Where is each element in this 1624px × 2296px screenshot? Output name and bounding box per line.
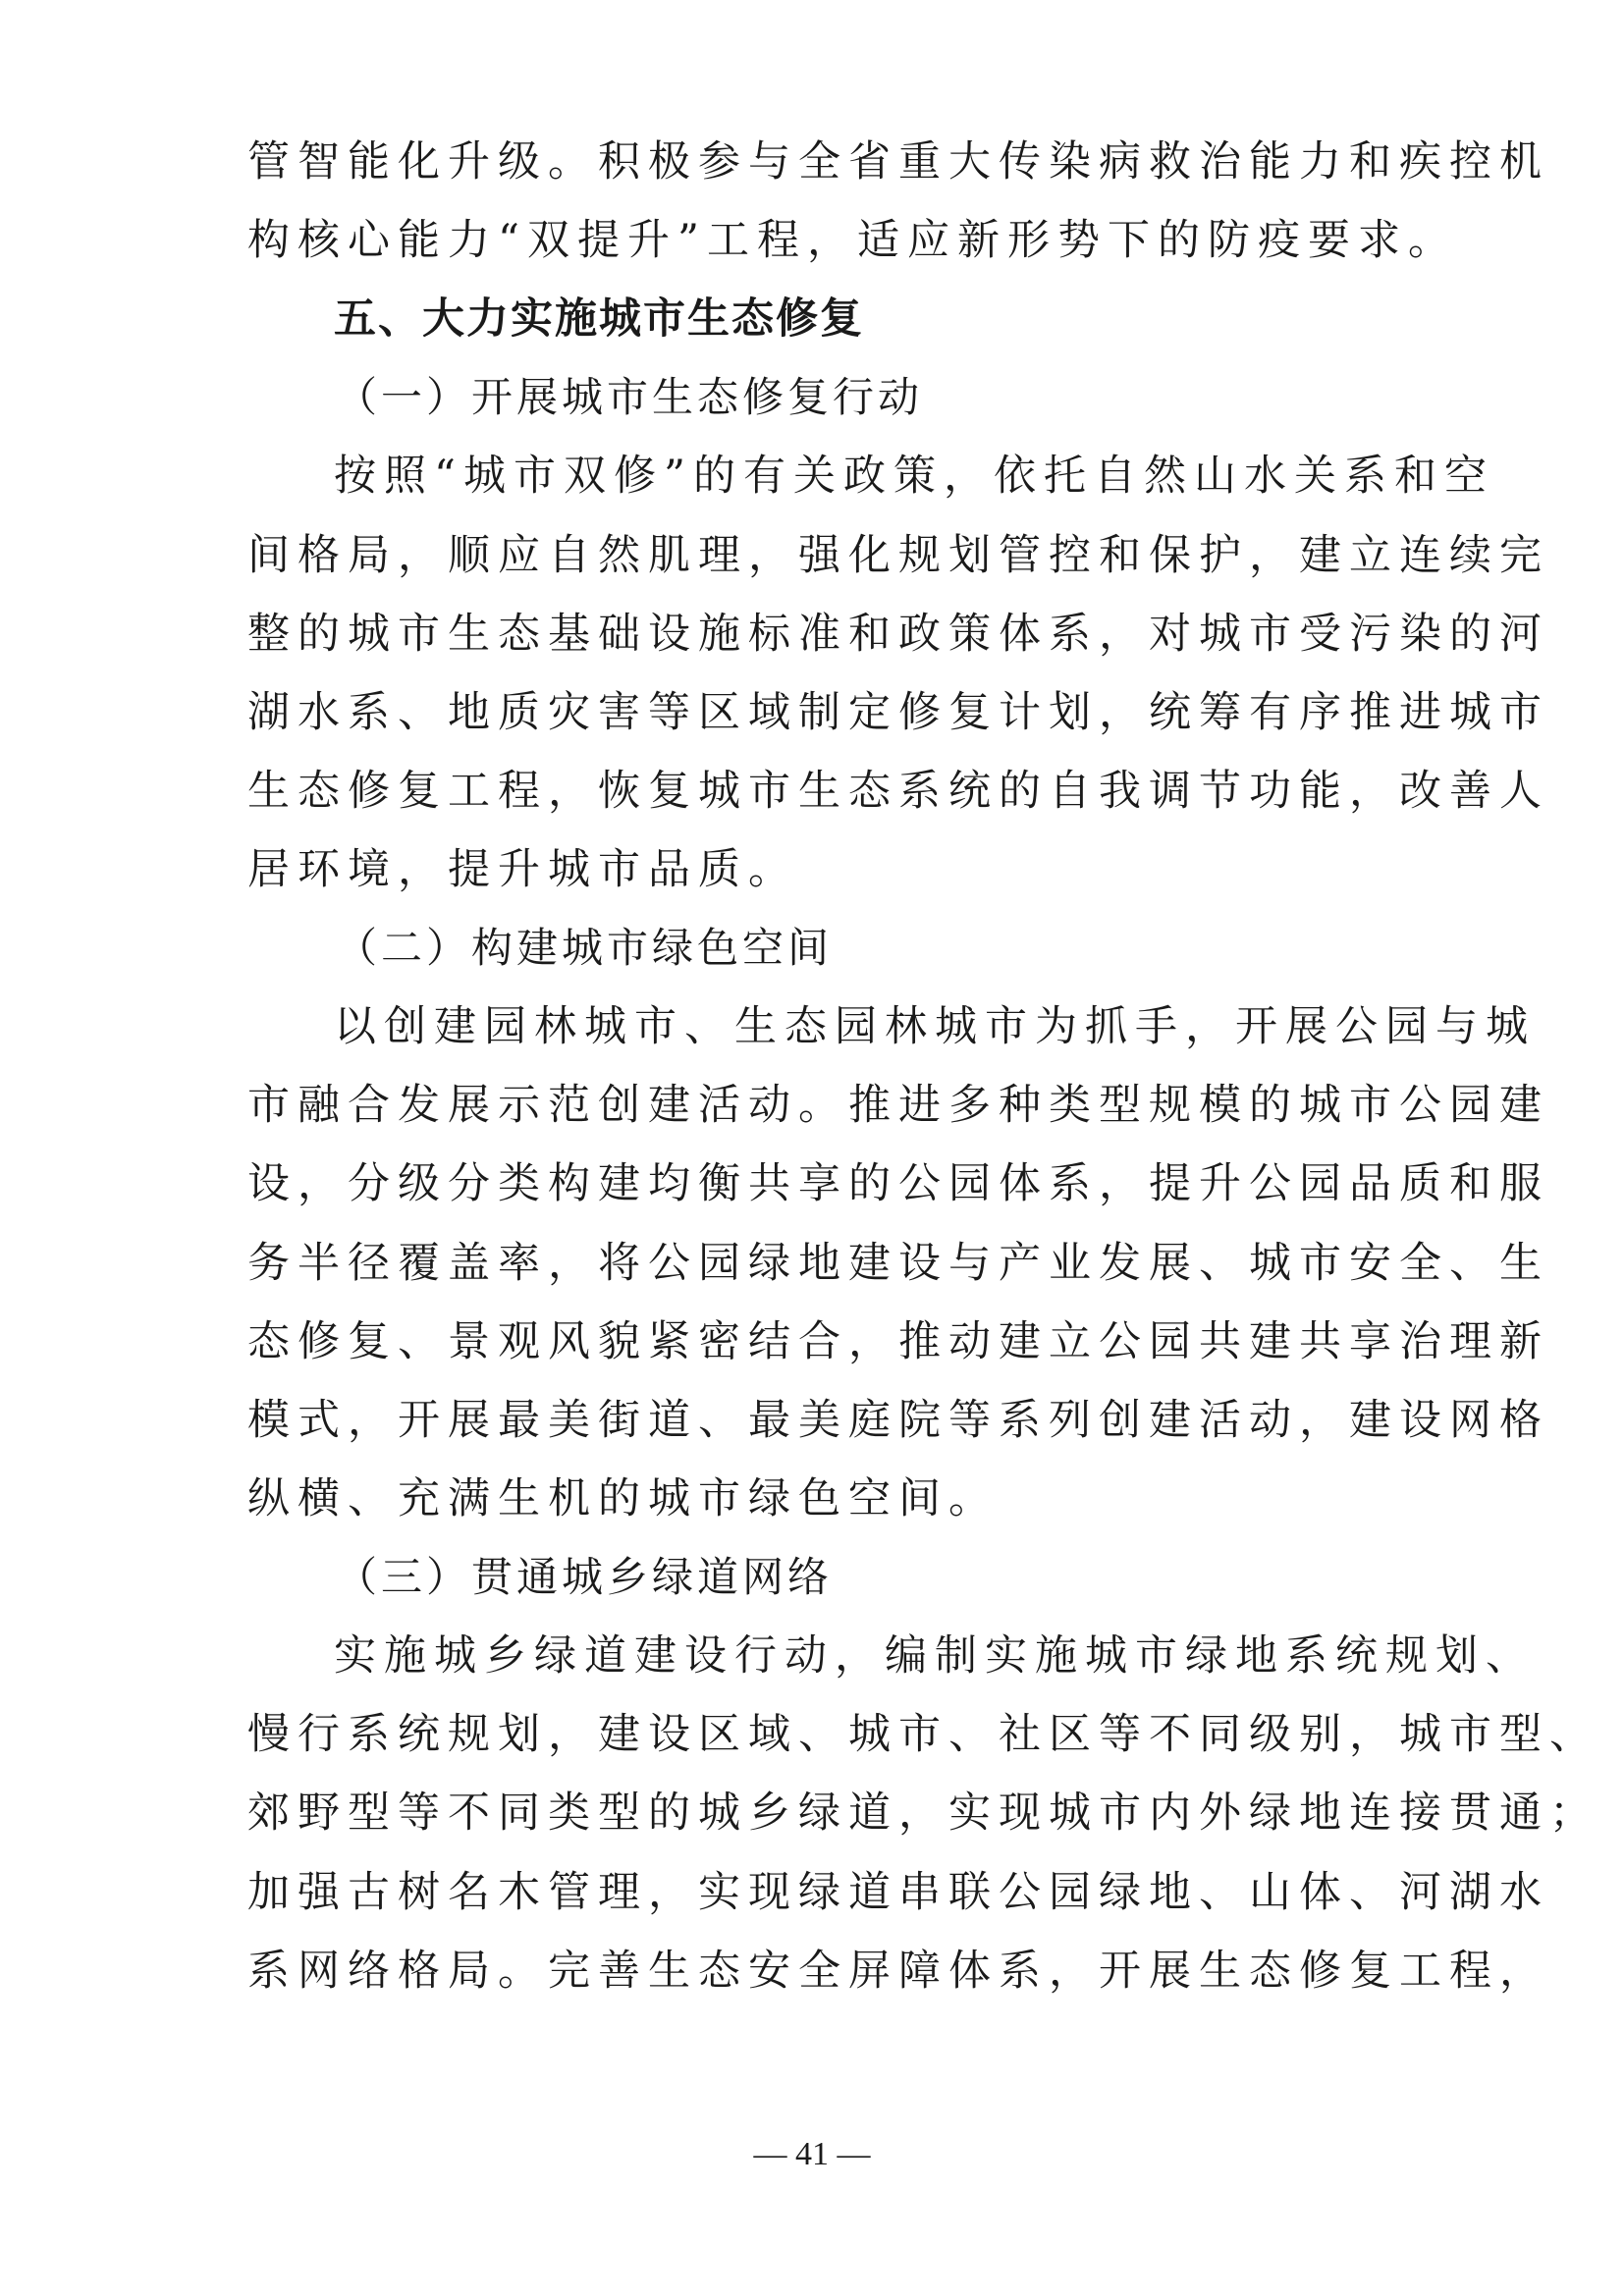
paragraph-line: 生态修复工程，恢复城市生态系统的自我调节功能，改善人	[247, 766, 1549, 816]
paragraph-line: 管智能化升级。积极参与全省重大传染病救治能力和疾控机	[247, 137, 1549, 187]
paragraph-line: 实施城乡绿道建设行动，编制实施城市绿地系统规划、	[334, 1631, 1536, 1682]
paragraph-line: 构核心能力“双提升”工程，适应新形势下的防疫要求。	[247, 216, 1458, 266]
subsection-heading: （一）开展城市生态修复行动	[336, 373, 924, 422]
subsection-heading: （二）构建城市绿色空间	[336, 924, 834, 973]
paragraph-line: 系网络格局。完善生态安全屏障体系，开展生态修复工程，	[247, 1946, 1549, 1996]
paragraph-line: 以创建园林城市、生态园林城市为抓手，开展公园与城	[334, 1002, 1536, 1052]
paragraph-line: 市融合发展示范创建活动。推进多种类型规模的城市公园建	[247, 1081, 1549, 1131]
paragraph-line: 整的城市生态基础设施标准和政策体系，对城市受污染的河	[247, 609, 1549, 659]
paragraph-line: 慢行系统规划，建设区域、城市、社区等不同级别，城市型、	[247, 1710, 1599, 1760]
paragraph-line: 加强古树名木管理，实现绿道串联公园绿地、山体、河湖水	[247, 1867, 1549, 1917]
paragraph-line: 湖水系、地质灾害等区域制定修复计划，统筹有序推进城市	[247, 687, 1549, 737]
paragraph-line: 居环境，提升城市品质。	[247, 845, 798, 895]
paragraph-line: 郊野型等不同类型的城乡绿道，实现城市内外绿地连接贯通；	[247, 1789, 1599, 1839]
subsection-heading: （三）贯通城乡绿道网络	[336, 1553, 834, 1602]
paragraph-line: 按照“城市双修”的有关政策，依托自然山水关系和空	[334, 452, 1494, 502]
page-number: — 41 —	[753, 2136, 871, 2172]
paragraph-line: 模式，开展最美街道、最美庭院等系列创建活动，建设网格	[247, 1395, 1549, 1445]
paragraph-line: 态修复、景观风貌紧密结合，推动建立公园共建共享治理新	[247, 1316, 1549, 1366]
section-heading: 五、大力实施城市生态修复	[334, 294, 864, 345]
paragraph-line: 纵横、充满生机的城市绿色空间。	[247, 1473, 999, 1523]
paragraph-line: 务半径覆盖率，将公园绿地建设与产业发展、城市安全、生	[247, 1238, 1549, 1288]
paragraph-line: 间格局，顺应自然肌理，强化规划管控和保护，建立连续完	[247, 530, 1549, 580]
paragraph-line: 设，分级分类构建均衡共享的公园体系，提升公园品质和服	[247, 1159, 1549, 1209]
